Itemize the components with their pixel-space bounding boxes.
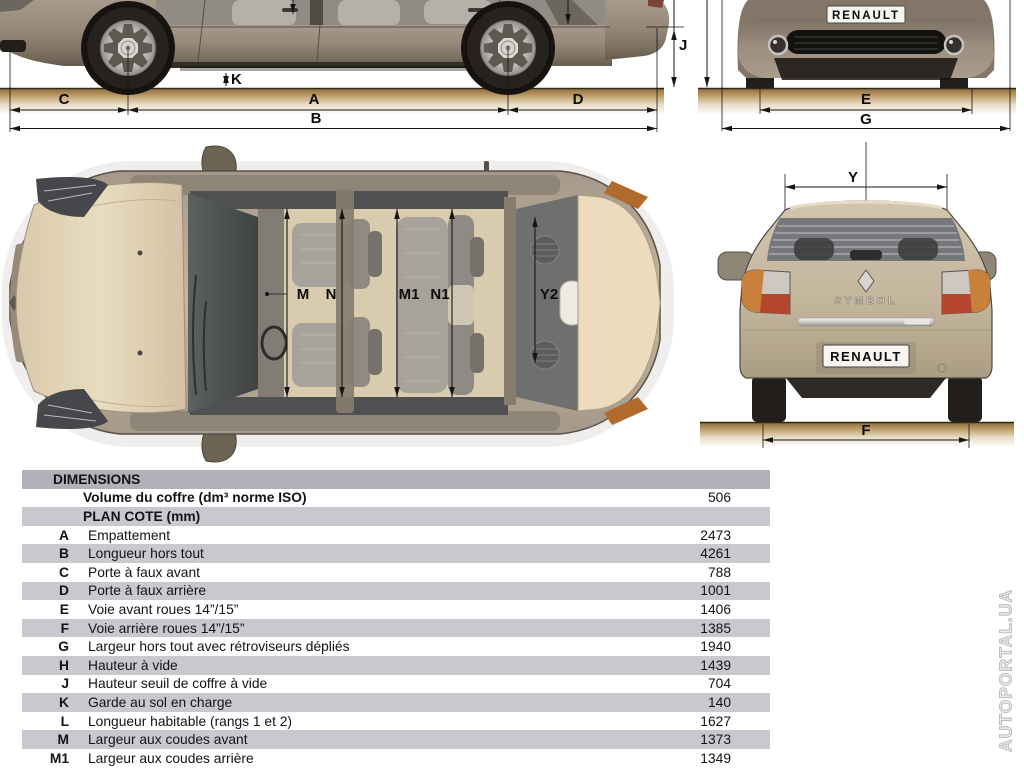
table-title: DIMENSIONS (53, 471, 141, 487)
small-badge (904, 320, 930, 325)
b-pillar-band (336, 189, 354, 413)
row-label: Porte à faux arrière (88, 583, 207, 599)
rear-frame-band (504, 197, 516, 405)
row-value: 1627 (700, 713, 731, 729)
row-label: Largeur aux coudes arrière (88, 750, 254, 766)
dim-label-B: B (310, 110, 322, 127)
dim-label-G: G (860, 111, 872, 128)
dim-label-D: D (572, 91, 584, 108)
row-label: Voie avant roues 14”/15” (88, 601, 239, 617)
ground-shadow (698, 89, 1016, 115)
row-label: Empattement (88, 527, 171, 543)
car-side-body (0, 0, 669, 95)
table-row (22, 600, 770, 619)
row-value: 140 (707, 694, 731, 710)
row-value: 1349 (700, 750, 731, 766)
table-row (22, 507, 770, 526)
dim-label-N1: N1 (430, 286, 450, 303)
dim-label-K: K (231, 71, 242, 88)
row-label: Largeur hors tout avec rétroviseurs dépliés (88, 639, 350, 655)
ground-shadow (700, 423, 1014, 447)
fog-light-left (769, 36, 787, 54)
table-row (22, 526, 770, 545)
dim-label-M1: M1 (398, 286, 420, 303)
table-row (22, 563, 770, 582)
front-plate-text: RENAULT (831, 10, 901, 22)
dim-label-J: J (679, 37, 688, 54)
row-value: 1385 (700, 620, 731, 636)
dim-label-A: A (308, 91, 320, 108)
row-code: C (59, 564, 69, 580)
seats-through-window (232, 0, 492, 26)
dim-label-E: E (860, 91, 872, 108)
table-row (22, 637, 770, 656)
side-view-drawing (0, 0, 690, 136)
row-code: M1 (49, 750, 69, 766)
front-view-drawing (690, 0, 1024, 136)
under-bumper-shadow (774, 58, 958, 80)
row-value: 506 (707, 490, 731, 506)
rear-view-drawing (690, 140, 1024, 460)
row-label: Hauteur seuil de coffre à vide (88, 676, 268, 692)
table-row (22, 675, 770, 694)
rear-bench (396, 215, 484, 395)
ground-shadow (0, 89, 664, 115)
rear-right-tire (948, 376, 982, 422)
table-row (22, 582, 770, 601)
table-row (22, 749, 770, 768)
table-row (22, 656, 770, 675)
row-code: K (59, 694, 69, 710)
model-badge-text: SYMBOL (834, 295, 898, 307)
row-label: Voie arrière roues 14”/15” (88, 620, 245, 636)
row-value: 2473 (700, 527, 731, 543)
under-car-shadow (786, 378, 946, 398)
car-front-body (737, 0, 994, 88)
table-row (22, 712, 770, 731)
row-value: 1001 (700, 583, 731, 599)
watermark: AUTOPORTAL.UA (995, 588, 1016, 753)
row-code: H (59, 657, 69, 673)
headrest-left (794, 238, 834, 260)
row-label: Garde au sol en charge (88, 694, 233, 710)
row-label: Hauteur à vide (88, 657, 178, 673)
fog-light-right (945, 36, 963, 54)
taillight-left (742, 270, 790, 314)
row-code: F (60, 620, 69, 636)
table-row (22, 693, 770, 712)
dim-label-N: N (325, 286, 337, 303)
row-code: M (57, 732, 69, 748)
dimensions-table (22, 470, 770, 768)
taillight-right (942, 270, 990, 314)
rear-left-tire (752, 376, 786, 422)
row-label: Largeur aux coudes avant (88, 732, 248, 748)
row-code: J (61, 676, 69, 692)
rear-plate-text: RENAULT (830, 349, 902, 364)
row-value: 704 (707, 676, 731, 692)
table-row (22, 489, 770, 508)
row-code: E (59, 601, 69, 617)
table-row (22, 544, 770, 563)
table-row (22, 730, 770, 749)
car-rear-body (718, 201, 996, 422)
dim-label-Y: Y (847, 169, 859, 186)
dim-label-M: M (296, 286, 310, 303)
car-top-body (9, 146, 660, 462)
row-value: 788 (707, 564, 731, 580)
row-label: PLAN COTE (mm) (83, 508, 201, 524)
row-label: Longueur habitable (rangs 1 et 2) (88, 713, 293, 729)
row-code: A (59, 527, 69, 543)
row-code: D (59, 583, 69, 599)
dim-label-Y2: Y2 (539, 286, 559, 303)
headrest-right (898, 238, 938, 260)
brake-light (850, 250, 882, 260)
front-bumper-intake (0, 40, 26, 52)
row-code: B (59, 546, 69, 562)
row-value: 1940 (700, 639, 731, 655)
dashboard (258, 209, 284, 397)
row-code: L (60, 713, 69, 729)
top-view-drawing (0, 145, 690, 465)
row-value: 1373 (700, 732, 731, 748)
table-row (22, 619, 770, 638)
row-code: G (58, 639, 69, 655)
row-label: Volume du coffre (dm³ norme ISO) (83, 490, 307, 506)
windshield (188, 193, 258, 413)
row-value: 4261 (700, 546, 731, 562)
dim-label-C: C (58, 91, 70, 108)
door-handle (282, 8, 298, 12)
row-label: Porte à faux avant (88, 564, 200, 580)
hood (16, 182, 186, 412)
row-label: Longueur hors tout (88, 546, 204, 562)
table-header-row (22, 470, 770, 489)
row-value: 1406 (700, 601, 731, 617)
dim-label-F: F (861, 422, 871, 439)
row-value: 1439 (700, 657, 731, 673)
